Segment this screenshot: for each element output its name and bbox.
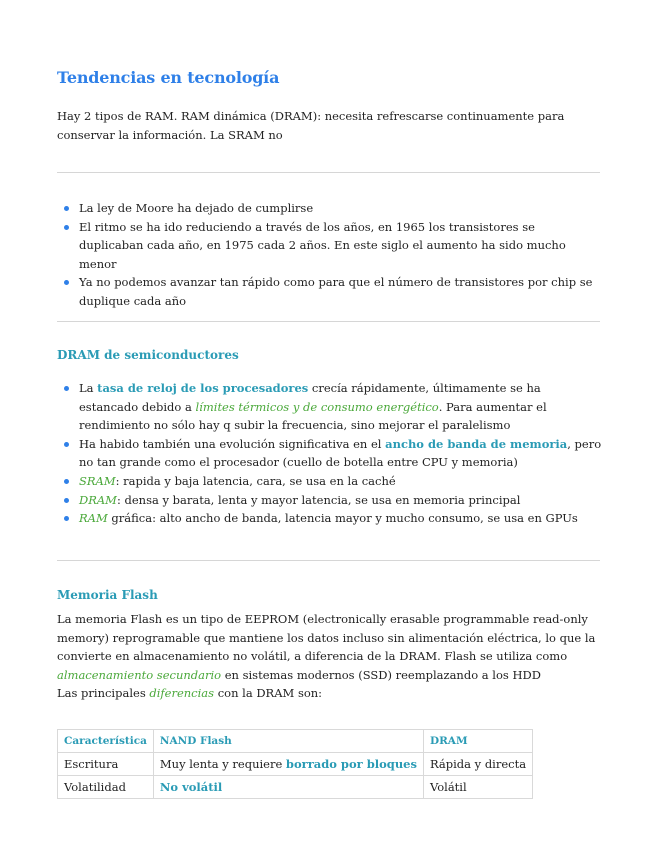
table-header-row (58, 730, 533, 753)
highlight-term: ancho de banda de memoria (385, 436, 568, 451)
flash-body (57, 610, 602, 703)
list-item: La ley de Moore ha dejado de cumplirse (57, 199, 602, 218)
emphasis-term: almacenamiento secundario (57, 667, 222, 682)
table-header-cell: Característica (58, 730, 154, 753)
highlight-term: borrado por bloques (285, 757, 417, 771)
table-cell: Muy lenta y requiere borrado por bloques (153, 753, 423, 776)
highlight-term: tasa de reloj de los procesadores (97, 381, 309, 395)
table-cell: Rápida y directa (423, 753, 532, 776)
list-item: La tasa de reloj de los procesadores crecía rápidamente, últimamente se ha estancado debido a límites térmicos y de consumo energético. Para aumentar el rendimiento no sólo hay q subir la frecuencia, sino mejorar el paralelismo (57, 379, 602, 435)
flash-paragraph: Las principales diferencias con la DRAM son: (57, 686, 323, 701)
list-item: RAM gráfica: alto ancho de banda, latencia mayor y mucho consumo, se usa en GPUs (57, 509, 602, 528)
highlight-term: No volátil (159, 780, 223, 794)
emphasis-term: límites térmicos y de consumo energético (195, 399, 439, 414)
flash-heading: Memoria Flash (57, 588, 158, 602)
section-divider (57, 321, 600, 322)
table-header-cell: DRAM (423, 730, 532, 753)
table-cell: Escritura (58, 753, 154, 776)
list-item: SRAM: rapida y baja latencia, cara, se usa en la caché (57, 472, 602, 491)
comparison-table (57, 729, 533, 799)
table-row (58, 776, 533, 799)
flash-paragraph: La memoria Flash es un tipo de EEPROM (electronically erasable programmable read-only memory) reprogramable que mantiene los datos incluso sin alimentación eléctrica, lo que la convierte en almacenamiento no volátil, a diferencia de la DRAM. Flash se utiliza como almacenamiento secundario en sistemas modernos (SSD) reemplazando a los HDD (57, 612, 596, 682)
table-row (58, 753, 533, 776)
moore-list (57, 199, 602, 311)
list-item: Ya no podemos avanzar tan rápido como para que el número de transistores por chip se duplique cada año (57, 273, 602, 310)
emphasis-term: DRAM (79, 492, 117, 507)
list-item: DRAM: densa y barata, lenta y mayor latencia, se usa en memoria principal (57, 491, 602, 510)
table-header-cell: NAND Flash (153, 730, 423, 753)
dram-list (57, 379, 602, 528)
emphasis-term: SRAM (79, 473, 116, 488)
page-title: Tendencias en tecnología (57, 68, 280, 87)
intro-paragraph: Hay 2 tipos de RAM. RAM dinámica (DRAM): necesita refrescarse continuamente para conservar la información. La SRAM no (57, 109, 565, 142)
dram-heading: DRAM de semiconductores (57, 348, 239, 362)
table-cell (153, 776, 423, 799)
section-divider (57, 560, 600, 561)
table-cell: Volatilidad (58, 776, 154, 799)
list-item: Ha habido también una evolución significativa en el ancho de banda de memoria, pero no tan grande como el procesador (cuello de botella entre CPU y memoria) (57, 435, 602, 472)
list-item: El ritmo se ha ido reduciendo a través de los años, en 1965 los transistores se duplicaban cada año, en 1975 cada 2 años. En este siglo el aumento ha sido mucho menor (57, 218, 602, 274)
emphasis-term: RAM (79, 511, 108, 526)
emphasis-term: diferencias (149, 686, 215, 701)
section-divider (57, 172, 600, 173)
table-cell: Volátil (423, 776, 532, 799)
